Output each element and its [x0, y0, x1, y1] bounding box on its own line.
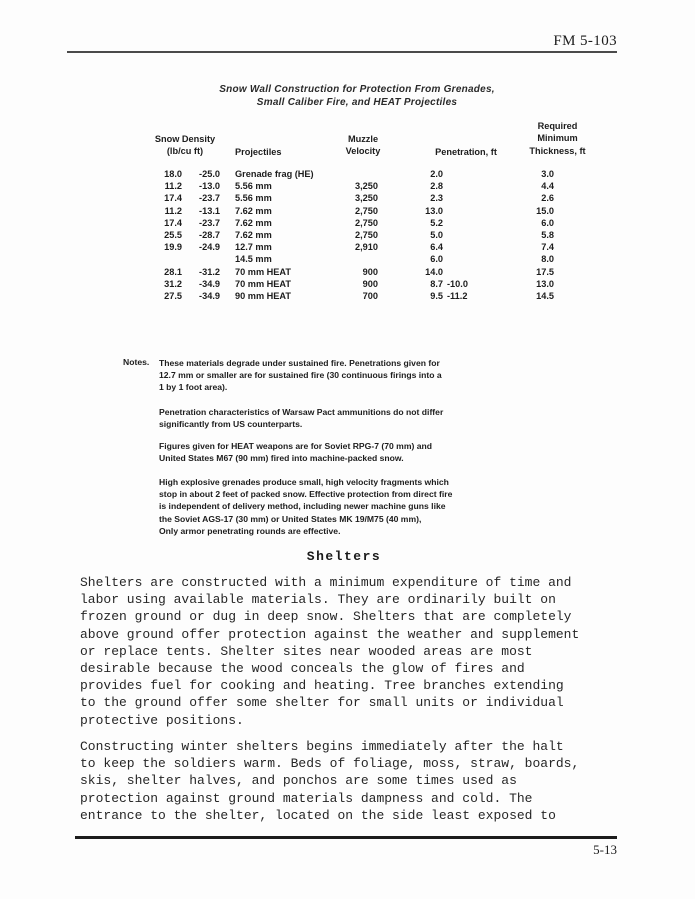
table-title-line1: Snow Wall Construction for Protection From Grenades, [219, 84, 495, 95]
density-min-cell: 11.2 [164, 181, 182, 192]
note-paragraph-1 [159, 357, 469, 394]
thickness-cell: 8.0 [541, 254, 554, 265]
thickness-cell: 7.4 [541, 242, 554, 253]
note-line: United States M67 (90 mm) fired into machine-packed snow. [159, 453, 404, 464]
projectile-cell: 70 mm HEAT [235, 278, 291, 289]
body-text-line: entrance to the shelter, located on the side least exposed to [80, 807, 556, 823]
body-text-line: skis, shelter halves, and ponchos are some times used as [80, 773, 517, 789]
muzzle-velocity-cell: 3,250 [355, 193, 378, 204]
density-min-cell: 11.2 [164, 205, 182, 216]
penetration-range-end-cell: -10.0 [447, 278, 468, 289]
table-row [122, 169, 562, 181]
note-line: High explosive grenades produce small, high velocity fragments which [159, 477, 449, 487]
penetration-range-end-cell: -11.2 [447, 290, 468, 301]
thickness-cell: 4.4 [541, 181, 554, 192]
density-min-cell: 17.4 [164, 217, 182, 228]
table-row [122, 267, 562, 279]
note-line: the Soviet AGS-17 (30 mm) or United States MK 19/M75 (40 mm), [159, 513, 422, 524]
column-header-projectiles [235, 146, 345, 158]
projectile-cell: 5.56 mm [235, 181, 272, 192]
penetration-cell: 5.0 [430, 229, 443, 240]
density-max-cell: -24.9 [199, 242, 220, 253]
minimum-label: Minimum [537, 133, 578, 144]
table-row [122, 218, 562, 230]
table-title-line2: Small Caliber Fire, and HEAT Projectiles [256, 96, 458, 108]
snow-wall-table-body [122, 169, 562, 303]
note-paragraph-3 [159, 440, 469, 464]
density-max-cell: -31.2 [199, 266, 220, 277]
penetration-cell: 6.0 [430, 254, 443, 265]
density-max-cell: -28.7 [199, 229, 220, 240]
projectile-cell: 70 mm HEAT [235, 266, 291, 277]
projectile-cell: 5.56 mm [235, 193, 272, 204]
density-max-cell: -13.1 [199, 205, 220, 216]
column-header-required-thickness [505, 120, 610, 157]
density-max-cell: -34.9 [199, 290, 220, 301]
page-footer-rule [75, 836, 617, 839]
table-row [122, 291, 562, 303]
table-row [122, 206, 562, 218]
note-line: 12.7 mm or smaller are for sustained fire (30 continuous firings into a [159, 370, 442, 381]
muzzle-velocity-cell: 700 [362, 290, 378, 301]
thickness-cell: 6.0 [541, 217, 554, 228]
velocity-label: Velocity [345, 146, 381, 157]
thickness-cell: 2.6 [541, 193, 554, 204]
note-line: Penetration characteristics of Warsaw Pact ammunitions do not differ [159, 407, 444, 417]
muzzle-velocity-cell: 2,750 [355, 205, 378, 216]
table-row [122, 254, 562, 266]
column-header-penetration [420, 146, 512, 158]
projectile-cell: 14.5 mm [235, 254, 272, 265]
body-text-line: provides fuel for cooking and heating. Tree branches extending [80, 678, 564, 694]
projectiles-label: Projectiles [235, 147, 282, 157]
body-text-line: desirable because the wood conceals the glow of fires and [80, 661, 525, 677]
note-paragraph-2 [159, 406, 469, 430]
snow-density-label: Snow Density [154, 134, 216, 144]
muzzle-velocity-cell: 2,750 [355, 229, 378, 240]
penetration-cell: 8.7 [430, 278, 443, 289]
note-line: significantly from US counterparts. [159, 419, 303, 430]
note-line: Only armor penetrating rounds are effective. [159, 525, 341, 536]
note-line: stop in about 2 feet of packed snow. Effective protection from direct fire [159, 489, 453, 500]
column-header-snow-density [135, 133, 235, 158]
notes-label: Notes. [123, 357, 150, 367]
penetration-cell: 13.0 [425, 205, 443, 216]
projectile-cell: 7.62 mm [235, 205, 272, 216]
penetration-cell: 2.0 [430, 169, 443, 179]
thickness-cell: 17.5 [536, 266, 554, 277]
projectile-cell: Grenade frag (HE) [235, 169, 314, 179]
note-line: 1 by 1 foot area). [159, 382, 228, 393]
table-row [122, 230, 562, 242]
table-row [122, 193, 562, 205]
muzzle-label: Muzzle [347, 134, 379, 144]
density-min-cell: 19.9 [164, 242, 182, 253]
density-min-cell: 25.5 [164, 229, 182, 240]
table-row [122, 242, 562, 254]
muzzle-velocity-cell: 900 [362, 266, 378, 277]
body-text-line: to the ground offer some shelter for small units or individual [80, 695, 564, 711]
body-text-line: above ground offer protection against the weather and supplement [80, 626, 580, 642]
body-text-line: to keep the soldiers warm. Beds of foliage, moss, straw, boards, [80, 756, 580, 772]
penetration-cell: 6.4 [430, 242, 443, 253]
projectile-cell: 7.62 mm [235, 217, 272, 228]
note-line: Figures given for HEAT weapons are for Soviet RPG-7 (70 mm) and [159, 441, 432, 451]
body-paragraph-2 [80, 738, 640, 824]
density-min-cell: 28.1 [164, 266, 182, 277]
density-max-cell: -25.0 [199, 169, 220, 179]
density-min-cell: 31.2 [164, 278, 182, 289]
note-line: These materials degrade under sustained fire. Penetrations given for [159, 358, 440, 368]
body-text-line: Constructing winter shelters begins immediately after the halt [80, 739, 564, 754]
required-label: Required [537, 121, 578, 131]
penetration-cell: 14.0 [425, 266, 443, 277]
body-text-line: or replace tents. Shelter sites near wooded areas are most [80, 643, 533, 659]
density-min-cell: 17.4 [164, 193, 182, 204]
muzzle-velocity-cell: 3,250 [355, 181, 378, 192]
body-text-line: protection against ground materials dampness and cold. The [80, 790, 533, 806]
note-line: is independent of delivery method, including newer machine guns like [159, 501, 446, 512]
penetration-cell: 2.8 [430, 181, 443, 192]
body-text-line: labor using available materials. They are ordinarily built on [80, 592, 556, 608]
penetration-cell: 5.2 [430, 217, 443, 228]
density-min-cell: 27.5 [164, 290, 182, 301]
muzzle-velocity-cell: 2,750 [355, 217, 378, 228]
doc-reference: FM 5-103 [553, 33, 617, 49]
density-max-cell: -34.9 [199, 278, 220, 289]
projectile-cell: 90 mm HEAT [235, 290, 291, 301]
penetration-cell: 9.5 [430, 290, 443, 301]
thickness-cell: 15.0 [536, 205, 554, 216]
muzzle-velocity-cell: 900 [362, 278, 378, 289]
table-row [122, 279, 562, 291]
body-text-line: Shelters are constructed with a minimum expenditure of time and [80, 575, 572, 590]
table-title [147, 84, 567, 109]
body-text-line: frozen ground or dug in deep snow. Shelters that are completely [80, 609, 572, 625]
projectile-cell: 12.7 mm [235, 242, 272, 253]
density-max-cell: -13.0 [199, 181, 220, 192]
thickness-cell: 3.0 [541, 169, 554, 179]
page-header-rule [67, 33, 617, 53]
snow-density-units: (lb/cu ft) [166, 146, 204, 157]
density-max-cell: -23.7 [199, 217, 220, 228]
thickness-cell: 14.5 [536, 290, 554, 301]
thickness-cell: 13.0 [536, 278, 554, 289]
body-paragraph-1 [80, 574, 640, 729]
thickness-cell: 5.8 [541, 229, 554, 240]
column-header-muzzle-velocity [332, 133, 394, 158]
penetration-cell: 2.3 [430, 193, 443, 204]
section-heading-shelters: Shelters [306, 549, 382, 564]
projectile-cell: 7.62 mm [235, 229, 272, 240]
thickness-label: Thickness, ft [529, 145, 586, 156]
penetration-label: Penetration, ft [435, 147, 497, 157]
note-paragraph-4 [159, 476, 469, 537]
page-number: 5-13 [593, 842, 617, 857]
density-min-cell: 18.0 [164, 169, 182, 179]
table-row [122, 181, 562, 193]
body-text-line: protective positions. [80, 712, 244, 728]
density-max-cell: -23.7 [199, 193, 220, 204]
muzzle-velocity-cell: 2,910 [355, 242, 378, 253]
